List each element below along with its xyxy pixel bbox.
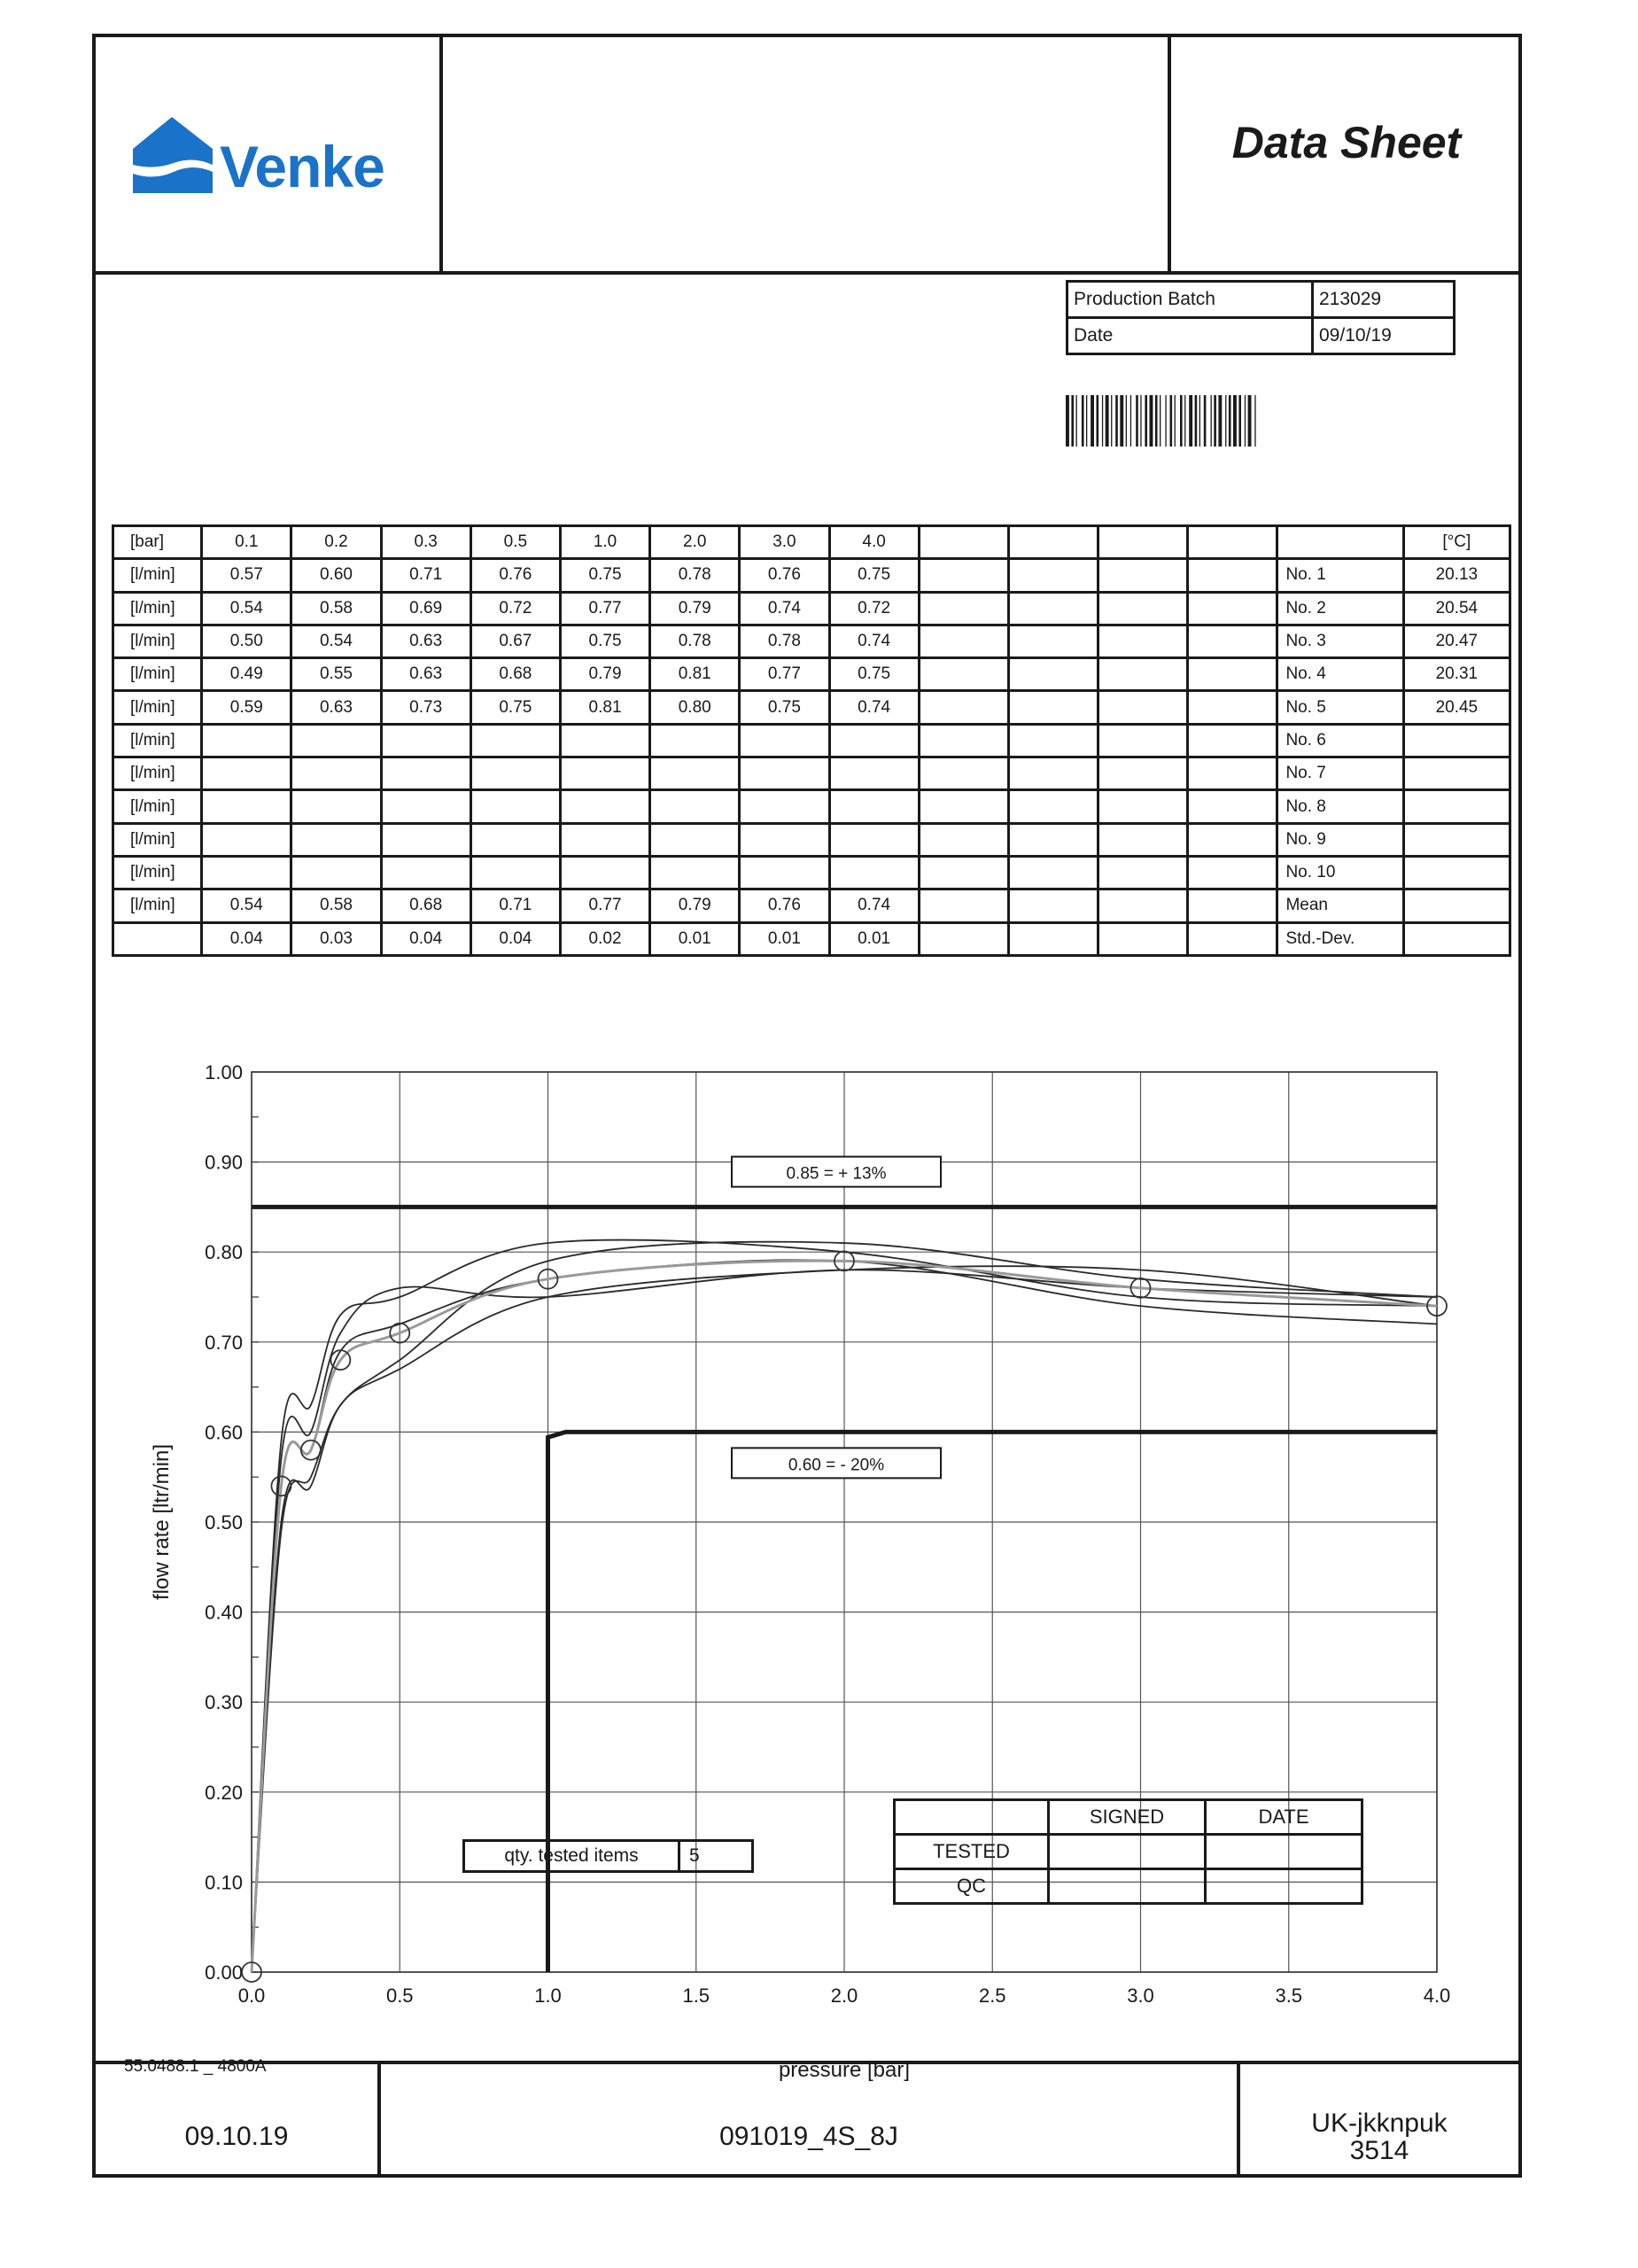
table-row xyxy=(113,625,1510,657)
x-tick-label: 1.0 xyxy=(534,1984,562,2007)
y-tick-label: 0.10 xyxy=(205,1871,243,1894)
value-cell: 0.54 xyxy=(202,592,291,625)
temperature-cell: 20.54 xyxy=(1403,592,1510,625)
value-cell: 0.79 xyxy=(650,592,740,625)
value-cell: 0.81 xyxy=(650,658,740,691)
row-label: Mean xyxy=(1277,889,1403,922)
value-cell: 0.76 xyxy=(740,889,829,922)
footer-reference-line2: 3514 xyxy=(1349,2136,1409,2165)
value-cell: 0.67 xyxy=(470,625,560,657)
row-unit: [bar] xyxy=(113,526,202,559)
value-cell xyxy=(650,823,740,856)
signed-header: SIGNED xyxy=(1049,1800,1206,1835)
empty-cell xyxy=(1098,691,1188,724)
row-unit: [l/min] xyxy=(113,592,202,625)
value-cell: 0.3 xyxy=(381,526,470,559)
value-cell: 0.75 xyxy=(470,691,560,724)
value-cell xyxy=(470,823,560,856)
row-unit xyxy=(113,922,202,955)
barcode-icon xyxy=(1066,395,1340,447)
y-tick-label: 0.80 xyxy=(205,1241,243,1264)
row-label: No. 3 xyxy=(1277,625,1403,657)
empty-cell xyxy=(1098,922,1188,955)
temperature-cell: 20.31 xyxy=(1403,658,1510,691)
row-unit: [l/min] xyxy=(113,658,202,691)
value-cell: 4.0 xyxy=(829,526,919,559)
value-cell xyxy=(829,757,919,790)
table-row xyxy=(113,559,1510,592)
qty-tested-value: 5 xyxy=(679,1841,753,1872)
value-cell xyxy=(650,790,740,823)
empty-cell xyxy=(919,922,1008,955)
qc-signed-cell xyxy=(1049,1869,1206,1904)
empty-cell xyxy=(1188,625,1277,657)
y-tick-label: 0.30 xyxy=(205,1691,243,1714)
x-axis-label: pressure [bar] xyxy=(778,2058,911,2082)
value-cell xyxy=(829,790,919,823)
footer-batch-code: 091019_4S_8J xyxy=(719,2122,898,2152)
value-cell xyxy=(381,724,470,757)
value-cell: 0.01 xyxy=(650,922,740,955)
value-cell: 0.74 xyxy=(740,592,829,625)
temperature-cell xyxy=(1403,757,1510,790)
value-cell: 0.58 xyxy=(291,592,381,625)
upper-limit-label: 0.85 = + 13% xyxy=(786,1164,887,1184)
empty-cell xyxy=(1188,526,1277,559)
value-cell: 0.2 xyxy=(291,526,381,559)
value-cell xyxy=(291,856,381,889)
row-label: No. 9 xyxy=(1277,823,1403,856)
empty-cell xyxy=(919,790,1008,823)
value-cell xyxy=(740,724,829,757)
value-cell: 0.71 xyxy=(470,889,560,922)
empty-cell xyxy=(1098,559,1188,592)
value-cell: 0.74 xyxy=(829,889,919,922)
value-cell xyxy=(381,757,470,790)
value-cell xyxy=(470,856,560,889)
row-label: No. 8 xyxy=(1277,790,1403,823)
empty-cell xyxy=(1098,790,1188,823)
empty-cell xyxy=(919,757,1008,790)
value-cell xyxy=(381,823,470,856)
production-batch-value: 213029 xyxy=(1313,282,1455,318)
value-cell: 0.68 xyxy=(381,889,470,922)
value-cell: 0.73 xyxy=(381,691,470,724)
value-cell: 0.58 xyxy=(291,889,381,922)
value-cell: 0.74 xyxy=(829,625,919,657)
temperature-cell xyxy=(1403,889,1510,922)
empty-cell xyxy=(1008,790,1098,823)
empty-cell xyxy=(919,592,1008,625)
value-cell: 0.54 xyxy=(202,889,291,922)
value-cell: 0.1 xyxy=(202,526,291,559)
tested-date-cell xyxy=(1206,1835,1362,1869)
empty-cell xyxy=(1188,724,1277,757)
value-cell: 0.80 xyxy=(650,691,740,724)
temperature-cell xyxy=(1403,724,1510,757)
x-tick-label: 2.0 xyxy=(830,1984,858,2007)
temperature-cell xyxy=(1403,823,1510,856)
value-cell xyxy=(470,790,560,823)
value-cell xyxy=(202,790,291,823)
empty-cell xyxy=(1008,922,1098,955)
empty-cell xyxy=(1008,625,1098,657)
empty-cell xyxy=(1098,823,1188,856)
row-unit: [l/min] xyxy=(113,790,202,823)
value-cell xyxy=(560,757,649,790)
value-cell: 0.72 xyxy=(829,592,919,625)
y-tick-label: 0.20 xyxy=(205,1781,243,1804)
empty-cell xyxy=(919,724,1008,757)
x-tick-label: 3.5 xyxy=(1275,1984,1303,2007)
value-cell: 0.78 xyxy=(740,625,829,657)
qty-tested-label: qty. tested items xyxy=(464,1841,679,1872)
empty-cell xyxy=(1008,724,1098,757)
value-cell: 0.04 xyxy=(202,922,291,955)
empty-cell xyxy=(1098,625,1188,657)
table-row xyxy=(113,790,1510,823)
value-cell xyxy=(470,724,560,757)
value-cell: 0.75 xyxy=(560,625,649,657)
x-tick-label: 0.0 xyxy=(237,1984,266,2007)
empty-cell xyxy=(1098,757,1188,790)
value-cell: 0.75 xyxy=(829,658,919,691)
x-tick-label: 1.5 xyxy=(682,1984,710,2007)
value-cell: 0.77 xyxy=(740,658,829,691)
value-cell: 1.0 xyxy=(560,526,649,559)
value-cell: 0.69 xyxy=(381,592,470,625)
value-cell: 0.59 xyxy=(202,691,291,724)
row-label: No. 1 xyxy=(1277,559,1403,592)
empty-cell xyxy=(1008,691,1098,724)
empty-cell xyxy=(919,658,1008,691)
empty-cell xyxy=(919,856,1008,889)
value-cell: 0.72 xyxy=(470,592,560,625)
x-tick-label: 4.0 xyxy=(1423,1984,1451,2007)
y-axis-label: flow rate [ltr/min] xyxy=(150,1443,174,1601)
value-cell: 0.71 xyxy=(381,559,470,592)
row-unit: [l/min] xyxy=(113,559,202,592)
table-row xyxy=(113,724,1510,757)
table-header-row xyxy=(113,526,1510,559)
qc-label: QC xyxy=(895,1869,1049,1904)
value-cell: 0.75 xyxy=(560,559,649,592)
row-label: No. 6 xyxy=(1277,724,1403,757)
temperature-cell: 20.45 xyxy=(1403,691,1510,724)
value-cell: 0.63 xyxy=(381,625,470,657)
empty-cell xyxy=(919,889,1008,922)
value-cell: 3.0 xyxy=(740,526,829,559)
signoff-corner xyxy=(895,1800,1049,1835)
value-cell: 0.50 xyxy=(202,625,291,657)
value-cell: 0.04 xyxy=(470,922,560,955)
value-cell xyxy=(829,823,919,856)
footer-reference-line1: UK-jkknpuk xyxy=(1311,2108,1448,2138)
value-cell: 0.60 xyxy=(291,559,381,592)
form-code: 55.0488.1 _ 4800A xyxy=(124,2057,267,2076)
y-tick-label: 0.60 xyxy=(205,1421,243,1444)
row-unit: [l/min] xyxy=(113,889,202,922)
value-cell: 0.57 xyxy=(202,559,291,592)
header-divider xyxy=(92,271,1522,275)
empty-cell xyxy=(1188,658,1277,691)
value-cell xyxy=(560,724,649,757)
table-row xyxy=(113,823,1510,856)
table-row xyxy=(113,691,1510,724)
empty-cell xyxy=(1188,823,1277,856)
production-batch-label: Production Batch xyxy=(1067,282,1313,318)
table-row xyxy=(113,856,1510,889)
signoff-table xyxy=(893,1798,1363,1905)
temperature-cell xyxy=(1403,790,1510,823)
empty-cell xyxy=(1188,592,1277,625)
date-label: Date xyxy=(1067,318,1313,354)
value-cell xyxy=(650,757,740,790)
header-divider-left xyxy=(439,35,443,273)
value-cell xyxy=(291,823,381,856)
empty-cell xyxy=(1008,592,1098,625)
value-cell xyxy=(202,757,291,790)
value-cell: 0.02 xyxy=(560,922,649,955)
empty-cell xyxy=(1008,823,1098,856)
empty-cell xyxy=(1098,889,1188,922)
date-value: 09/10/19 xyxy=(1313,318,1455,354)
value-cell: 0.04 xyxy=(381,922,470,955)
value-cell: 0.49 xyxy=(202,658,291,691)
lower-limit-label: 0.60 = - 20% xyxy=(788,1456,885,1475)
value-cell xyxy=(740,757,829,790)
empty-cell xyxy=(919,559,1008,592)
value-cell: 0.79 xyxy=(560,658,649,691)
empty-cell xyxy=(1188,757,1277,790)
value-cell xyxy=(740,823,829,856)
value-cell: 0.68 xyxy=(470,658,560,691)
empty-cell xyxy=(1188,922,1277,955)
temperature-cell: 20.13 xyxy=(1403,559,1510,592)
empty-cell xyxy=(1188,691,1277,724)
table-row xyxy=(113,592,1510,625)
measurement-table xyxy=(112,524,1511,957)
value-cell: 0.79 xyxy=(650,889,740,922)
value-cell: 0.76 xyxy=(740,559,829,592)
value-cell xyxy=(650,724,740,757)
empty-cell xyxy=(919,526,1008,559)
empty-cell xyxy=(1098,526,1188,559)
empty-cell xyxy=(1188,856,1277,889)
empty-cell xyxy=(919,625,1008,657)
value-cell: 0.63 xyxy=(381,658,470,691)
value-cell: 0.55 xyxy=(291,658,381,691)
tested-label: TESTED xyxy=(895,1835,1049,1869)
row-label: No. 5 xyxy=(1277,691,1403,724)
qty-tested-box xyxy=(462,1839,754,1873)
row-unit: [l/min] xyxy=(113,691,202,724)
value-cell xyxy=(381,856,470,889)
row-label: No. 2 xyxy=(1277,592,1403,625)
table-row xyxy=(113,658,1510,691)
value-cell xyxy=(740,856,829,889)
value-cell: 0.81 xyxy=(560,691,649,724)
empty-cell xyxy=(1188,889,1277,922)
value-cell: 2.0 xyxy=(650,526,740,559)
empty-cell xyxy=(1008,526,1098,559)
value-cell: 0.76 xyxy=(470,559,560,592)
empty-cell xyxy=(1008,757,1098,790)
value-cell xyxy=(560,856,649,889)
value-cell: 0.03 xyxy=(291,922,381,955)
value-cell: 0.75 xyxy=(740,691,829,724)
value-cell: 0.63 xyxy=(291,691,381,724)
row-unit: [l/min] xyxy=(113,625,202,657)
row-label: Std.-Dev. xyxy=(1277,922,1403,955)
value-cell xyxy=(829,856,919,889)
value-cell: 0.78 xyxy=(650,625,740,657)
row-label: No. 7 xyxy=(1277,757,1403,790)
temperature-cell: [°C] xyxy=(1403,526,1510,559)
y-tick-label: 0.70 xyxy=(205,1331,243,1354)
mean-row xyxy=(113,889,1510,922)
value-cell: 0.78 xyxy=(650,559,740,592)
value-cell xyxy=(740,790,829,823)
table-row xyxy=(113,757,1510,790)
empty-cell xyxy=(1008,559,1098,592)
y-tick-label: 1.00 xyxy=(205,1061,243,1084)
value-cell xyxy=(560,823,649,856)
date-header: DATE xyxy=(1206,1800,1362,1835)
value-cell: 0.77 xyxy=(560,889,649,922)
y-tick-label: 0.00 xyxy=(205,1961,243,1984)
empty-cell xyxy=(1098,592,1188,625)
value-cell xyxy=(291,724,381,757)
temperature-cell xyxy=(1403,922,1510,955)
empty-cell xyxy=(1008,889,1098,922)
row-label: No. 10 xyxy=(1277,856,1403,889)
batch-info xyxy=(1066,280,1456,355)
value-cell xyxy=(829,724,919,757)
empty-cell xyxy=(919,823,1008,856)
y-tick-label: 0.90 xyxy=(205,1151,243,1174)
temperature-cell xyxy=(1403,856,1510,889)
page-title: Data Sheet xyxy=(1231,118,1462,167)
empty-cell xyxy=(1008,658,1098,691)
row-label xyxy=(1277,526,1403,559)
value-cell: 0.75 xyxy=(829,559,919,592)
row-unit: [l/min] xyxy=(113,823,202,856)
empty-cell xyxy=(1188,559,1277,592)
value-cell: 0.74 xyxy=(829,691,919,724)
empty-cell xyxy=(1098,658,1188,691)
value-cell xyxy=(650,856,740,889)
value-cell xyxy=(291,790,381,823)
value-cell: 0.5 xyxy=(470,526,560,559)
std-dev-row xyxy=(113,922,1510,955)
brand-name: Venke xyxy=(220,134,384,199)
y-tick-label: 0.40 xyxy=(205,1601,243,1624)
value-cell xyxy=(560,790,649,823)
y-tick-label: 0.50 xyxy=(205,1511,243,1534)
value-cell xyxy=(202,856,291,889)
value-cell xyxy=(202,823,291,856)
x-tick-label: 3.0 xyxy=(1127,1984,1154,2007)
empty-cell xyxy=(919,691,1008,724)
row-unit: [l/min] xyxy=(113,724,202,757)
value-cell xyxy=(291,757,381,790)
footer-date: 09.10.19 xyxy=(184,2122,289,2152)
footer-reference xyxy=(1240,2098,1518,2176)
row-unit: [l/min] xyxy=(113,856,202,889)
qc-date-cell xyxy=(1206,1869,1362,1904)
row-unit: [l/min] xyxy=(113,757,202,790)
value-cell: 0.01 xyxy=(829,922,919,955)
x-tick-label: 0.5 xyxy=(385,1984,414,2007)
value-cell xyxy=(470,757,560,790)
tested-signed-cell xyxy=(1049,1835,1206,1869)
temperature-cell: 20.47 xyxy=(1403,625,1510,657)
empty-cell xyxy=(1188,790,1277,823)
value-cell: 0.01 xyxy=(740,922,829,955)
empty-cell xyxy=(1098,856,1188,889)
value-cell: 0.54 xyxy=(291,625,381,657)
value-cell: 0.77 xyxy=(560,592,649,625)
value-cell xyxy=(202,724,291,757)
value-cell xyxy=(381,790,470,823)
row-label: No. 4 xyxy=(1277,658,1403,691)
empty-cell xyxy=(1008,856,1098,889)
x-tick-label: 2.5 xyxy=(978,1984,1006,2007)
empty-cell xyxy=(1098,724,1188,757)
